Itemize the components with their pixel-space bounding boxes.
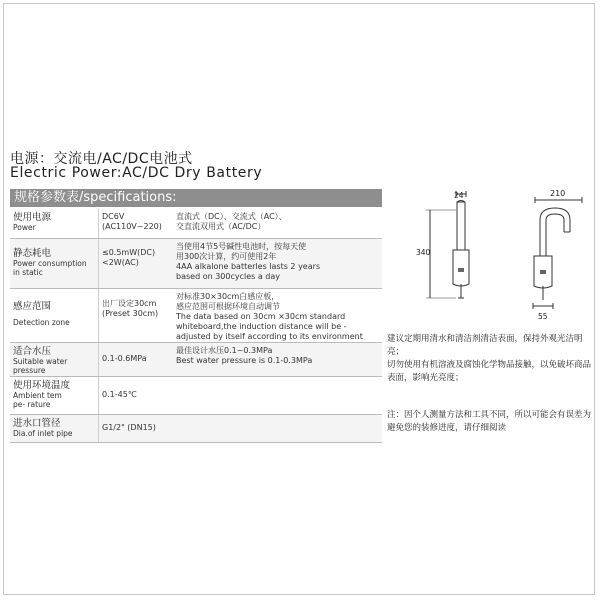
note-line: The data based on 30cm ×30cm standard [176,312,346,321]
power-heading-en: Electric Power:AC/DC Dry Battery [10,165,263,181]
sensor-window [458,268,464,272]
row-label [13,380,93,409]
row-label-en: Ambient tem pe- rature [13,391,62,409]
value-line: (AC110V~220) [102,222,162,231]
row-label-cn: 使用环境温度 [13,380,71,391]
row-label-cn: 进水口管径 [13,418,61,429]
row-value [102,390,176,400]
divider [98,209,99,238]
value-line: (Preset 30cm) [102,309,159,318]
row-note [176,346,380,366]
row-label-en: Dia.of inlet pipe [13,429,73,438]
dim-top-left: 24 [454,191,464,200]
row-label-en: Power [13,223,36,232]
row-value [102,299,176,319]
divider [98,415,99,442]
divider [98,343,99,376]
value-line: <2W(AC) [102,258,139,267]
table-row [10,343,382,377]
table-row [10,289,382,343]
note-line: based on 300cycles a day [176,272,281,281]
table-row [10,209,382,239]
note-line: 直流式（DC）、交流式（AC）、 [176,212,287,221]
row-value [102,354,176,364]
care-notes [387,333,592,435]
value-line: ≤0.5mW(DC) [102,248,156,257]
note-line: whiteboard,the induction distance will be - [176,322,347,331]
note-line: 对标准30×30cm白感应板， [176,292,280,301]
divider [98,377,99,414]
straight-faucet-drawing [426,191,469,298]
value-line: DC6V [102,212,125,221]
care-note: 切勿使用有机溶液及腐蚀化学物品接触，以免破坏商品表面，影响光亮度； [387,360,592,383]
faucet-dimension-diagram [400,188,590,333]
row-label-en: Suitable water pressure [13,357,68,375]
divider [98,239,99,288]
divider [98,289,99,342]
care-note: 建议定期用清水和清洁剂清洁表面，保持外观光洁明亮； [387,334,583,357]
spec-table [10,209,382,443]
note-line: 用300次计算，约可使用2年 [176,252,277,261]
row-value [102,248,176,268]
dim-top-right: 210 [550,189,566,198]
row-label-en: Detection zone [13,318,70,327]
row-label [13,301,93,327]
row-value [102,212,176,232]
row-label [13,418,93,438]
note-line: 交直流双用式（AC/DC） [176,222,266,231]
row-value [102,423,176,433]
note-line: 4AA alkalone batterles lasts 2 years [176,262,321,271]
table-row [10,239,382,289]
row-label-en: Power consumption in static [13,259,87,277]
row-note [176,212,380,232]
value-line: G1/2" (DN15) [102,423,156,432]
note-line: Best water pressure is 0.1-0.3MPa [176,356,313,365]
table-row [10,415,382,443]
value-line: 0.1-45℃ [102,390,137,399]
sensor-window-2 [540,270,546,274]
spec-table-header: 规格参数表/specifications: [10,189,382,207]
note-line: 感应范围可根据环境自动调节 [176,302,280,311]
note-line: 当使用4节5号碱性电池时，按每天使 [176,242,307,251]
row-label [13,212,93,232]
dim-bottom: 55 [538,312,548,321]
dim-height: 340 [416,248,431,257]
gooseneck-faucet-drawing [533,197,582,309]
table-row [10,377,382,415]
row-label-cn: 静态耗电 [13,248,52,259]
value-line: 出厂设定30cm [102,299,157,308]
row-label-cn: 使用电源 [13,212,52,223]
note-line: adjusted by itself according to its environment [176,332,363,341]
row-label [13,346,93,375]
row-label-cn: 适合水压 [13,346,52,357]
row-label [13,248,93,277]
row-label-cn: 感应范围 [13,301,52,312]
row-note [176,242,380,282]
power-heading-cn: 电源：交流电/AC/DC电池式 [10,151,193,167]
row-note [176,292,380,342]
note-line: 最佳设计水压0.1~0.3MPa [176,346,273,355]
measurement-note: 注：因个人测量方法和工具不同，所以可能会有误差为避免您的装修进度，请仔细阅读 [387,410,592,433]
value-line: 0.1-0.6MPa [102,354,147,363]
